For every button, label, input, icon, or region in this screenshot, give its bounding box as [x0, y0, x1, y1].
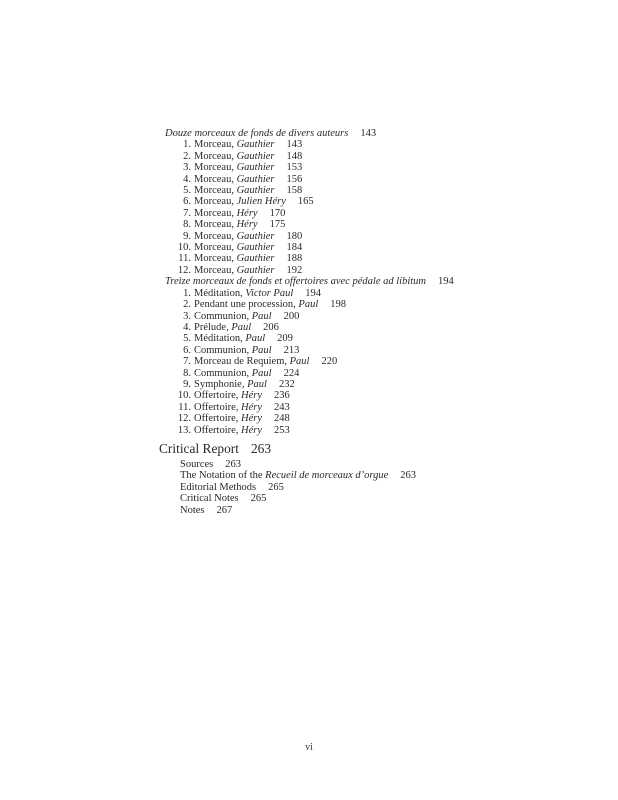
- entry-number: 12.: [177, 413, 191, 425]
- entry-composer: Paul: [231, 321, 252, 333]
- report-entry-title: The Notation of the: [180, 470, 263, 482]
- toc-entry: [0, 185, 618, 196]
- entry-composer: Paul: [251, 367, 272, 379]
- entry-page-number: 180: [286, 230, 303, 242]
- report-entry-title: Notes: [180, 504, 205, 516]
- entry-title: Morceau,: [194, 185, 234, 197]
- entry-page-number: 243: [274, 401, 290, 413]
- toc-section-title: [0, 276, 618, 287]
- entry-composer: Héry: [236, 207, 258, 219]
- entry-number: 1.: [183, 139, 191, 151]
- entry-composer: Paul: [251, 310, 272, 322]
- entry-number: 9.: [183, 378, 191, 390]
- toc-entry: [0, 322, 618, 333]
- section-page-number: 143: [360, 128, 377, 139]
- section-title-text: Douze morceaux de fonds de divers auteurs: [165, 128, 349, 139]
- entry-number: 11.: [178, 253, 191, 265]
- entry-title: Méditation,: [194, 287, 243, 299]
- toc-entry: [0, 265, 618, 276]
- report-entry-page-number: 263: [400, 470, 417, 482]
- entry-title: Communion,: [194, 367, 250, 379]
- toc-entry: [0, 253, 618, 264]
- entry-page-number: 224: [283, 367, 300, 379]
- entry-page-number: 192: [286, 264, 303, 276]
- toc-entry: [0, 311, 618, 322]
- entry-title: Morceau,: [194, 162, 234, 174]
- report-entry: [0, 482, 618, 493]
- section-page-number: 194: [438, 276, 454, 288]
- report-entry: [0, 505, 618, 516]
- entry-number: 5.: [183, 333, 191, 345]
- report-entry-title: Sources: [180, 458, 214, 470]
- report-entry-title: Critical Notes: [180, 493, 239, 505]
- entry-title: Symphonie,: [194, 378, 245, 390]
- entry-number: 8.: [183, 219, 191, 231]
- entry-composer: Paul: [251, 344, 272, 356]
- entry-number: 6.: [183, 344, 191, 356]
- entry-composer: Gauthier: [236, 230, 275, 242]
- entry-page-number: 253: [274, 424, 290, 436]
- entry-number: 6.: [183, 196, 191, 208]
- entry-page-number: 148: [286, 150, 303, 162]
- entry-page-number: 236: [274, 390, 290, 402]
- entry-title: Offertoire,: [194, 401, 239, 413]
- toc-entry: [0, 299, 618, 310]
- entry-number: 4.: [183, 173, 191, 185]
- entry-number: 10.: [177, 390, 191, 402]
- entry-title: Pendant une procession,: [194, 299, 296, 311]
- entry-page-number: 206: [263, 321, 279, 333]
- entry-title: Offertoire,: [194, 424, 239, 436]
- toc-entry: [0, 174, 618, 185]
- entry-composer: Gauthier: [236, 162, 275, 174]
- entry-page-number: 198: [330, 299, 346, 311]
- entry-page-number: 143: [286, 139, 303, 151]
- entry-page-number: 156: [286, 173, 303, 185]
- page-folio: vi: [305, 742, 313, 753]
- toc-entry: [0, 368, 618, 379]
- toc-entry: [0, 288, 618, 299]
- report-page-number: 263: [250, 440, 272, 456]
- entry-number: 9.: [183, 230, 191, 242]
- entry-page-number: 213: [283, 344, 300, 356]
- table-of-contents: [0, 128, 618, 516]
- entry-composer: Paul: [298, 299, 319, 311]
- toc-entry: [0, 219, 618, 230]
- entry-page-number: 220: [321, 356, 338, 368]
- entry-page-number: 184: [286, 242, 303, 254]
- entry-composer: Gauthier: [236, 242, 275, 254]
- entry-number: 4.: [183, 321, 191, 333]
- entry-page-number: 170: [269, 207, 286, 219]
- toc-entry: [0, 413, 618, 424]
- entry-title: Méditation,: [194, 333, 243, 345]
- entry-number: 12.: [177, 264, 191, 276]
- report-title-text: Critical Report: [159, 440, 239, 456]
- entry-title: Morceau,: [194, 230, 234, 242]
- entry-title: Offertoire,: [194, 413, 239, 425]
- entry-title: Morceau,: [194, 150, 234, 162]
- entry-number: 3.: [183, 162, 191, 174]
- entry-number: 3.: [183, 310, 191, 322]
- toc-entry: [0, 139, 618, 150]
- entry-composer: Gauthier: [236, 150, 275, 162]
- toc-entry: [0, 242, 618, 253]
- entry-composer: Victor Paul: [245, 287, 294, 299]
- entry-number: 2.: [183, 299, 191, 311]
- report-entry: [0, 493, 618, 504]
- toc-entry: [0, 208, 618, 219]
- report-entry: [0, 459, 618, 470]
- toc-entry: [0, 333, 618, 344]
- entry-composer: Gauthier: [236, 185, 275, 197]
- entry-page-number: 209: [277, 333, 293, 345]
- entry-title: Morceau,: [194, 219, 234, 231]
- entry-composer: Gauthier: [236, 264, 275, 276]
- entry-number: 1.: [183, 287, 191, 299]
- entry-title: Prélude,: [194, 321, 229, 333]
- entry-title: Morceau,: [194, 264, 234, 276]
- entry-number: 13.: [177, 424, 191, 436]
- toc-entry: [0, 345, 618, 356]
- toc-entry: [0, 231, 618, 242]
- report-entry-page-number: 267: [216, 504, 233, 516]
- entry-composer: Héry: [241, 390, 263, 402]
- entry-composer: Gauthier: [236, 253, 275, 265]
- report-title: [0, 441, 618, 457]
- entry-title: Morceau,: [194, 139, 234, 151]
- entry-page-number: 165: [297, 196, 314, 208]
- entry-page-number: 194: [305, 287, 321, 299]
- toc-entry: [0, 379, 618, 390]
- entry-composer: Héry: [241, 401, 263, 413]
- toc-entry: [0, 196, 618, 207]
- report-entry-page-number: 263: [225, 458, 241, 470]
- entry-page-number: 188: [286, 253, 303, 265]
- entry-title: Morceau,: [194, 207, 234, 219]
- toc-entry: [0, 390, 618, 401]
- toc-entry: [0, 356, 618, 367]
- toc-section-title: [0, 128, 618, 139]
- section-title-text: Treize morceaux de fonds et offertoires avec pédale ad libitum: [165, 276, 426, 288]
- entry-title: Morceau,: [194, 242, 234, 254]
- report-entry-italic: Recueil de morceaux d’orgue: [265, 470, 389, 482]
- entry-page-number: 153: [286, 162, 303, 174]
- toc-entry: [0, 162, 618, 173]
- toc-entry: [0, 425, 618, 436]
- entry-page-number: 248: [274, 413, 290, 425]
- entry-title: Morceau,: [194, 196, 234, 208]
- report-entry-page-number: 265: [268, 481, 284, 493]
- entry-page-number: 232: [278, 378, 295, 390]
- entry-composer: Héry: [241, 413, 263, 425]
- entry-number: 8.: [183, 367, 191, 379]
- toc-entry: [0, 151, 618, 162]
- toc-entry: [0, 402, 618, 413]
- report-entry-page-number: 265: [250, 493, 267, 505]
- entry-page-number: 200: [283, 310, 300, 322]
- entry-title: Communion,: [194, 344, 250, 356]
- entry-composer: Paul: [247, 378, 267, 390]
- entry-number: 2.: [183, 150, 191, 162]
- entry-composer: Paul: [289, 356, 310, 368]
- entry-composer: Paul: [245, 333, 266, 345]
- entry-composer: Gauthier: [236, 173, 275, 185]
- entry-composer: Gauthier: [236, 139, 275, 151]
- report-entry: [0, 470, 618, 481]
- entry-page-number: 158: [286, 185, 303, 197]
- entry-title: Communion,: [194, 310, 250, 322]
- entry-title: Offertoire,: [194, 390, 239, 402]
- entry-number: 10.: [177, 242, 191, 254]
- entry-number: 7.: [183, 356, 191, 368]
- entry-composer: Héry: [236, 219, 258, 231]
- entry-title: Morceau de Requiem,: [194, 356, 288, 368]
- entry-title: Morceau,: [194, 173, 234, 185]
- entry-composer: Héry: [241, 424, 263, 436]
- entry-composer: Julien Héry: [236, 196, 286, 208]
- report-entry-title: Editorial Methods: [180, 481, 257, 493]
- entry-page-number: 175: [269, 219, 286, 231]
- entry-title: Morceau,: [194, 253, 234, 265]
- entry-number: 5.: [183, 185, 191, 197]
- entry-number: 7.: [183, 207, 191, 219]
- entry-number: 11.: [178, 401, 191, 413]
